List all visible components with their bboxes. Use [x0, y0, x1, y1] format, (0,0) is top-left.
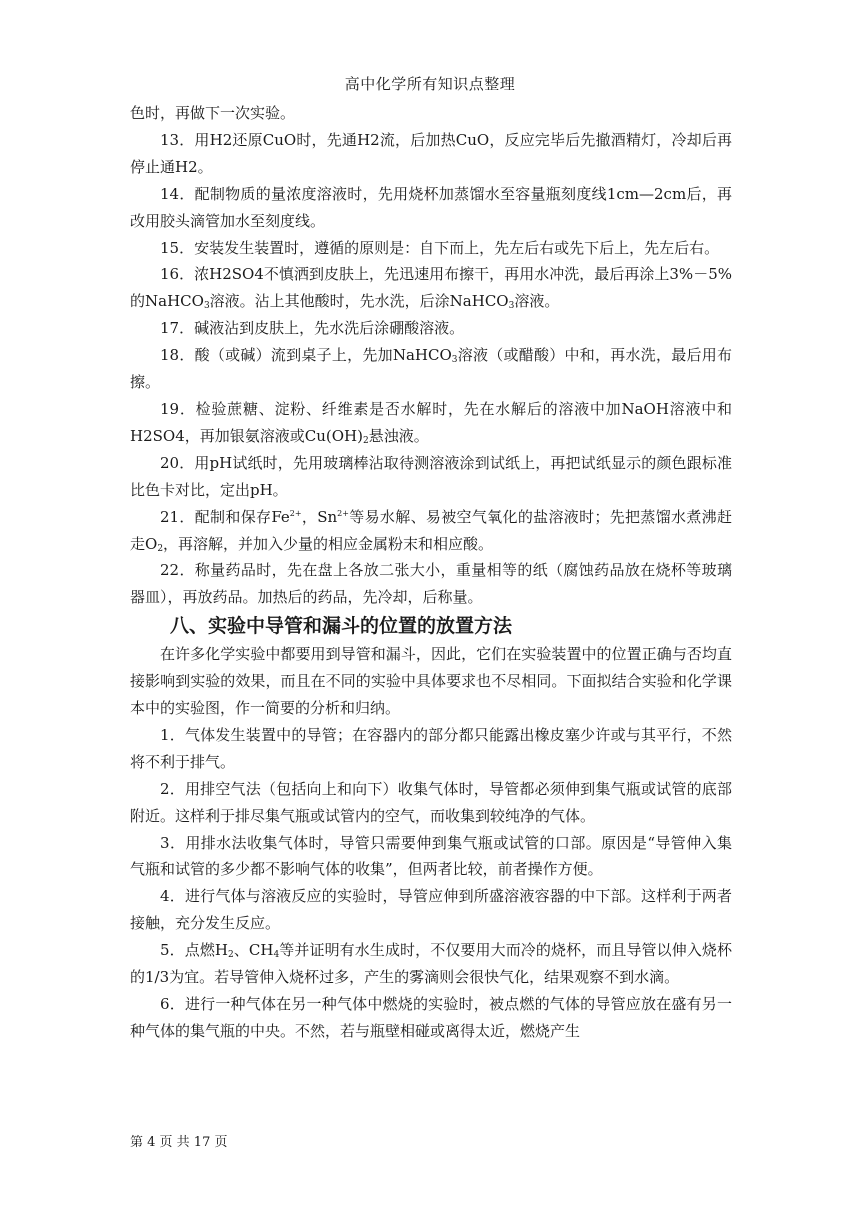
list-item-13: 13．用H2还原CuO时，先通H2流，后加热CuO，反应完毕后先撤酒精灯，冷却后再停止通H2。: [130, 130, 732, 176]
paragraph-continued: 色时，再做下一次实验。: [130, 104, 296, 122]
list-item-19: 19．检验蔗糖、淀粉、纤维素是否水解时，先在水解后的溶液中加NaOH溶液中和H2SO4，再加银氨溶液或$Cu(OH)_2$悬浊液。: [130, 399, 732, 446]
list-item-21: 21．配制和保存$Fe^{2+}$，$Sn^{2+}$等易水解、易被空气氧化的盐溶液时；先把蒸馏水煮沸赶走$O_2$，再溶解，并加入少量的相应金属粉末和相应酸。: [130, 507, 732, 554]
list-item-17: 17．碱液沾到皮肤上，先水洗后涂硼酸溶液。: [160, 319, 465, 338]
list-item-22: 22．称量药品时，先在盘上各放二张大小，重量相等的纸（腐蚀药品放在烧杯等玻璃器皿），再放药品。加热后的药品，先冷却，后称量。: [130, 561, 732, 607]
list-item-16: 16．浓H2SO4不慎洒到皮肤上，先迅速用布擦干，再用水冲洗，最后再涂上3%－5%的NaHCO$_3$溶液。沾上其他酸时，先水洗，后涂NaHCO$_3$溶液。: [130, 265, 732, 312]
rule-item-2: 2．用排空气法（包括向上和向下）收集气体时，导管都必须伸到集气瓶或试管的底部附近。这样利于排尽集气瓶或试管内的空气，而收集到较纯净的气体。: [130, 779, 732, 825]
rule-item-1: 1．气体发生装置中的导管；在容器内的部分都只能露出橡皮塞少许或与其平行，不然将不利于排气。: [130, 725, 732, 771]
rule-item-5: 5．点燃$H_2$、$CH_4$等并证明有水生成时，不仅要用大而冷的烧杯，而且导管以伸入烧杯的1/3为宜。若导管伸入烧杯过多，产生的雾滴则会很快气化，结果观察不到水滴。: [130, 941, 732, 987]
section-heading: 八、实验中导管和漏斗的位置的放置方法: [170, 615, 513, 638]
rule-item-3: 3．用排水法收集气体时，导管只需要伸到集气瓶或试管的口部。原因是“导管伸入集气瓶和试管的多少都不影响气体的收集”，但两者比较，前者操作方便。: [130, 833, 732, 879]
section-intro: 在许多化学实验中都要用到导管和漏斗，因此，它们在实验装置中的位置正确与否均直接影响到实验的效果，而且在不同的实验中具体要求也不尽相同。下面拟结合实验和化学课本中的实验图，作一简要的分析和归纳。: [130, 645, 732, 718]
page-header-title: 高中化学所有知识点整理: [344, 75, 516, 93]
list-item-20: 20．用pH试纸时，先用玻璃棒沾取待测溶液涂到试纸上，再把试纸显示的颜色跟标准比色卡对比，定出pH。: [130, 453, 732, 499]
list-item-14: 14．配制物质的量浓度溶液时，先用烧杯加蒸馏水至容量瓶刻度线1cm—2cm后，再改用胶头滴管加水至刻度线。: [130, 184, 732, 230]
page-footer-number: 第 4 页 共 17 页: [130, 1135, 228, 1150]
list-item-18: 18．酸（或碱）流到桌子上，先加NaHCO$_3$溶液（或醋酸）中和，再水洗，最后用布擦。: [130, 346, 732, 392]
document-body: [130, 100, 732, 1045]
list-item-15: 15．安装发生装置时，遵循的原则是：自下而上，先左后右或先下后上，先左后右。: [160, 238, 720, 257]
rule-item-6: 6．进行一种气体在另一种气体中燃烧的实验时，被点燃的气体的导管应放在盛有另一种气体的集气瓶的中央。不然，若与瓶壁相碰或离得太近，燃烧产生: [130, 995, 732, 1040]
rule-item-4: 4．进行气体与溶液反应的实验时，导管应伸到所盛溶液容器的中下部。这样利于两者接触，充分发生反应。: [130, 887, 732, 933]
